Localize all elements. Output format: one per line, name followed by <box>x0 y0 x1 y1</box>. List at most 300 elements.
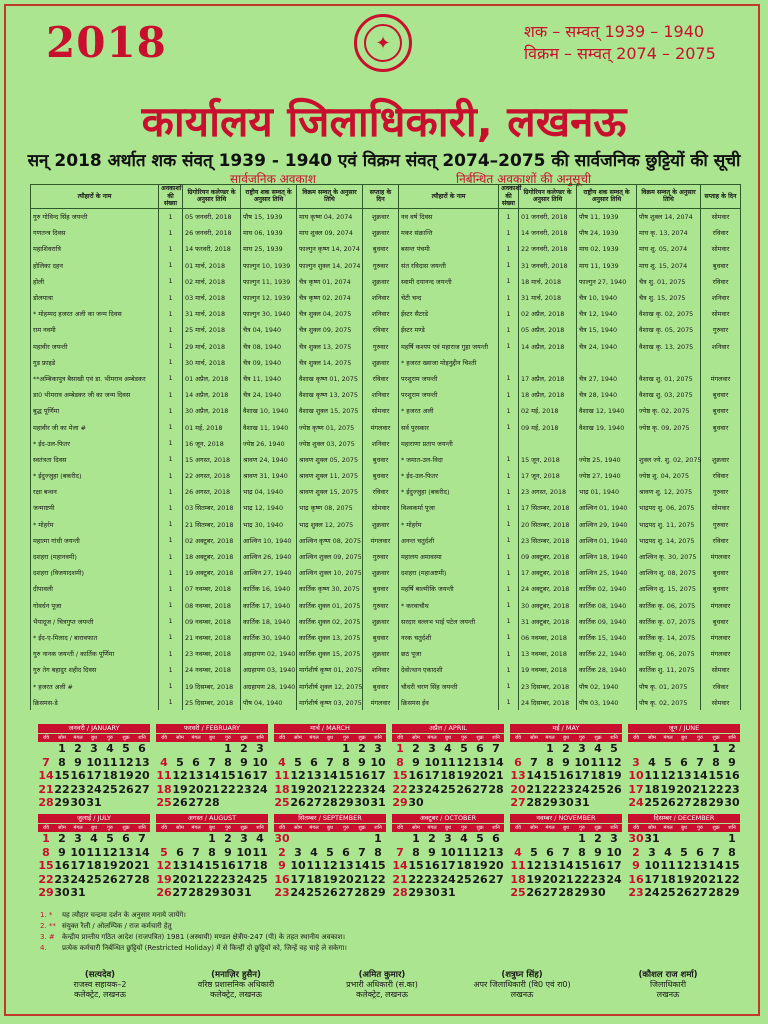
day-cell: 29 <box>408 886 424 899</box>
day-cell: 23 <box>274 886 290 899</box>
table-cell: रविवार <box>363 484 399 500</box>
day-cell: 12 <box>606 755 622 769</box>
month-calendar <box>38 724 150 810</box>
day-cell <box>188 832 204 846</box>
day-cell: 19 <box>676 872 692 886</box>
weekday-label: बुध <box>563 825 569 831</box>
table-cell: 29 मार्च, 2018 <box>183 338 241 354</box>
signatory-office: कलेक्ट्रेट, लखनऊ <box>210 990 262 999</box>
day-cell: 25 <box>274 796 290 809</box>
table-cell: शुक्रवार <box>363 208 399 225</box>
table-cell: 1 <box>159 403 183 419</box>
day-cell: 9 <box>358 755 366 769</box>
day-cell: 18 <box>644 782 660 796</box>
table-cell: 1 <box>499 694 519 710</box>
day-cell: 15 <box>338 769 354 782</box>
table-cell: ज्येष्ठ कृ. 02, 2075 <box>637 403 701 419</box>
day-cell: 10 <box>628 769 644 782</box>
day-cell <box>644 742 660 756</box>
table-cell: 1 <box>499 629 519 645</box>
table-cell: पौष 02, 1940 <box>577 678 637 694</box>
table-cell: 05 अप्रैल, 2018 <box>519 322 577 338</box>
weekday-label: बुध <box>327 735 333 741</box>
table-cell: 14 फरवरी, 2018 <box>183 241 241 257</box>
table-cell: 1 <box>499 532 519 548</box>
table-cell: 1 <box>159 208 183 225</box>
day-cell <box>102 796 118 810</box>
footnote-mark: 3. # <box>40 933 55 941</box>
day-cell: 14 <box>488 755 504 769</box>
day-cell: 9 <box>224 845 232 859</box>
day-cell: 11 <box>156 769 172 782</box>
table-row <box>31 306 741 322</box>
table-cell: फाल्गुन 10, 1939 <box>241 257 297 273</box>
day-cell: 8 <box>374 845 382 859</box>
day-cell: 26 <box>118 782 134 796</box>
day-cell: 20 <box>488 859 504 872</box>
day-cell: 13 <box>188 769 204 782</box>
table-cell: अनन्त चतुर्दशी <box>399 532 499 548</box>
table-cell: चैत्र शुक्ल 04, 2075 <box>297 306 363 322</box>
day-cell: 29 <box>724 886 740 899</box>
day-cell <box>692 832 708 846</box>
signatory <box>462 970 582 1000</box>
day-cell <box>322 742 338 756</box>
month-name: फरवरी / FEBRUARY <box>156 724 268 733</box>
day-cell: 24 <box>236 872 252 886</box>
day-cell: 29 <box>338 796 354 809</box>
day-cell: 26 <box>676 886 692 899</box>
table-cell: भैयादूज / चित्रगुप्त जयन्ती <box>31 613 159 629</box>
day-cell: 10 <box>70 845 86 859</box>
weekday-header <box>156 824 268 832</box>
table-row <box>31 322 741 338</box>
table-cell: भाद्रपद शु. 14, 2075 <box>637 532 701 548</box>
table-cell: आश्विन 01, 1940 <box>577 532 637 548</box>
day-cell: 12 <box>472 845 488 859</box>
day-cell: 3 <box>256 742 264 755</box>
weekday-label: शुक्र <box>476 825 484 831</box>
table-cell: गुरुवार <box>701 516 741 532</box>
table-cell: माघ 11, 1939 <box>577 257 637 273</box>
signatory-name: (सत्यदेव) <box>84 970 116 980</box>
table-cell: आश्विन शु. 15, 2075 <box>637 581 701 597</box>
day-cell: 2 <box>240 742 248 755</box>
table-cell: कार्तिक 15, 1940 <box>577 629 637 645</box>
table-cell: वैशाख शुक्ल 15, 2075 <box>297 403 363 419</box>
weekday-label: शुक्र <box>358 735 366 741</box>
table-cell: पौष 03, 1940 <box>577 694 637 710</box>
day-cell: 12 <box>526 859 542 872</box>
table-cell: डा0 भीमराव अम्बेडकर जी का जन्म दिवस <box>31 387 159 403</box>
table-cell: गुरुवार <box>363 257 399 273</box>
table-cell: 1 <box>159 629 183 645</box>
table-cell: दशहरा (महाअष्टमी) <box>399 565 499 581</box>
day-cell: 24 <box>606 872 622 886</box>
table-row <box>31 678 741 694</box>
table-cell: मंगलवार <box>701 646 741 662</box>
day-cell: 2 <box>74 742 82 755</box>
day-cell: 2 <box>632 845 640 859</box>
day-cell: 2 <box>58 832 66 845</box>
day-cell: 15 <box>204 859 220 872</box>
day-cell: 1 <box>396 742 404 755</box>
table-cell: श्रावण शुक्ल 05, 2075 <box>297 451 363 467</box>
weekday-label: शुक्र <box>594 735 602 741</box>
day-cell: 19 <box>322 872 338 886</box>
weekday-label: सोम <box>530 735 538 741</box>
month-calendar <box>510 814 622 900</box>
weekday-label: सोम <box>176 735 184 741</box>
day-cell: 23 <box>558 782 574 796</box>
table-cell: 1 <box>159 484 183 500</box>
table-cell: श्रावण 31, 1940 <box>241 468 297 484</box>
column-header: अवकाशों की संख्या <box>159 185 183 209</box>
day-cell: 21 <box>488 769 504 782</box>
table-cell: भाद्रपद शु. 06, 2075 <box>637 500 701 516</box>
day-cell: 23 <box>70 782 86 796</box>
table-cell: 1 <box>159 451 183 467</box>
day-cell: 10 <box>644 859 660 872</box>
table-cell: महात्मा गांधी जयन्ती <box>31 532 159 548</box>
table-cell: वैशाख शु. 03, 2075 <box>637 387 701 403</box>
table-cell: होलिका दहन <box>31 257 159 273</box>
table-cell: बुधवार <box>701 257 741 273</box>
day-cell: 9 <box>278 859 286 872</box>
day-cell <box>660 832 676 846</box>
day-cell <box>354 832 370 846</box>
table-cell: पौष 24, 1939 <box>577 225 637 241</box>
day-cell: 4 <box>594 742 602 755</box>
day-cell: 21 <box>692 782 708 796</box>
table-cell: चैत्र कृष्ण 02, 2074 <box>297 289 363 305</box>
table-cell: बुधवार <box>701 565 741 581</box>
day-cell: 13 <box>488 845 504 859</box>
weekday-label: मंगल <box>427 735 437 741</box>
seal-icon: ✦ <box>364 24 402 62</box>
footnote-mark: 2. ** <box>40 922 56 930</box>
day-cell: 23 <box>220 872 236 886</box>
table-cell: चैत्र शु. 15, 2075 <box>637 289 701 305</box>
table-cell: 1 <box>159 435 183 451</box>
table-cell: दशहरा (महानवमी) <box>31 548 159 564</box>
table-cell: 21 नवम्बर, 2018 <box>183 629 241 645</box>
weekday-label: गुरु <box>697 825 703 831</box>
table-cell: श्रावण 24, 1940 <box>241 451 297 467</box>
table-cell: * हजरत ख्वाजा मोइनुद्दीन चिश्ती <box>399 354 499 370</box>
signatory-role: वरिष्ठ प्रशासनिक अधिकारी <box>197 980 275 989</box>
table-cell: 22 जनवरी, 2018 <box>519 241 577 257</box>
day-cell: 16 <box>274 872 290 886</box>
day-cell <box>236 796 252 810</box>
weekday-header <box>274 734 386 742</box>
holiday-table <box>30 184 741 710</box>
day-cell: 18 <box>660 872 676 886</box>
day-cell: 8 <box>412 845 420 859</box>
table-cell: चैत्र कृष्ण 01, 2074 <box>297 273 363 289</box>
table-cell: शुक्रवार <box>363 354 399 370</box>
table-cell: बुधवार <box>701 581 741 597</box>
table-cell: 06 नवम्बर, 2018 <box>519 629 577 645</box>
day-cell: 23 <box>408 782 424 796</box>
day-cell: 14 <box>38 769 54 782</box>
day-cell: 26 <box>290 796 306 809</box>
weekday-label: रवि <box>160 825 168 831</box>
table-cell: सर्व पुरस्कार <box>399 419 499 435</box>
table-cell: पौष 11, 1939 <box>577 208 637 225</box>
day-cell: 14 <box>134 845 150 859</box>
weekday-label: शनि <box>492 735 500 741</box>
table-cell: 05 जनवरी, 2018 <box>183 208 241 225</box>
table-row <box>31 516 741 532</box>
table-row <box>31 435 741 451</box>
table-cell: चैत्र 08, 1940 <box>241 338 297 354</box>
table-cell: शुक्रवार <box>363 516 399 532</box>
day-grid <box>156 742 268 810</box>
weekday-label: शनि <box>256 825 264 831</box>
day-cell: 24 <box>252 782 268 796</box>
signatory-role: राजस्व सहायक–2 <box>73 980 127 989</box>
weekday-label: शुक्र <box>122 735 130 741</box>
day-cell: 25 <box>156 796 172 809</box>
table-cell: 1 <box>159 516 183 532</box>
table-cell: कार्तिक 30, 1940 <box>241 629 297 645</box>
table-cell: वैशाख कृ. 13, 2075 <box>637 338 701 354</box>
table-cell: रविवार <box>363 370 399 386</box>
day-cell <box>660 742 676 756</box>
table-cell: 1 <box>499 484 519 500</box>
day-cell: 14 <box>526 769 542 782</box>
table-cell: वैशाख शु. 01, 2075 <box>637 370 701 386</box>
day-cell: 24 <box>644 886 660 899</box>
day-cell: 3 <box>374 742 382 755</box>
day-cell: 7 <box>192 845 200 859</box>
day-cell: 22 <box>38 872 54 886</box>
month-name: जनवरी / JANUARY <box>38 724 150 733</box>
table-cell: वैशाख 10, 1940 <box>241 403 297 419</box>
day-cell: 12 <box>118 755 134 769</box>
table-cell: 1 <box>499 500 519 516</box>
day-cell: 5 <box>476 832 484 845</box>
table-cell: मंगलवार <box>363 532 399 548</box>
table-cell: वैशाख कृष्ण 01, 2075 <box>297 370 363 386</box>
day-cell: 8 <box>58 755 66 769</box>
table-cell: 30 अप्रैल, 2018 <box>183 403 241 419</box>
day-cell: 24 <box>70 872 86 886</box>
day-cell: 22 <box>392 782 408 796</box>
table-row <box>31 500 741 516</box>
column-header: ग्रिगोरियन कलेण्डर के अनुसार तिथि <box>183 185 241 209</box>
table-row <box>31 484 741 500</box>
day-cell: 20 <box>338 872 354 886</box>
table-cell: गुरु गोविन्द सिंह जयन्ती <box>31 208 159 225</box>
day-cell: 4 <box>310 845 318 859</box>
table-cell: आश्विन 25, 1940 <box>577 565 637 581</box>
table-cell: कार्तिक कृ. 14, 2075 <box>637 629 701 645</box>
day-cell: 16 <box>54 859 70 872</box>
day-cell: 18 <box>306 872 322 886</box>
table-cell: माघ 25, 1939 <box>241 241 297 257</box>
day-cell: 30 <box>590 886 606 899</box>
day-cell: 10 <box>424 755 440 769</box>
day-cell: 13 <box>510 769 526 782</box>
table-cell <box>519 354 577 370</box>
table-cell: 1 <box>159 419 183 435</box>
table-row <box>31 451 741 467</box>
day-cell: 6 <box>342 845 350 859</box>
day-cell: 8 <box>224 755 232 769</box>
table-cell: बुधवार <box>363 678 399 694</box>
table-cell: भाद्र कृष्ण 08, 2075 <box>297 500 363 516</box>
table-cell: 19 नवम्बर, 2018 <box>519 662 577 678</box>
table-cell: * हजरत अली # <box>31 678 159 694</box>
table-cell: 03 सितम्बर, 2018 <box>183 500 241 516</box>
table-cell: सोमवार <box>701 241 741 257</box>
table-cell: गोवर्धन पूजा <box>31 597 159 613</box>
day-cell: 1 <box>412 832 420 845</box>
day-cell: 19 <box>606 769 622 782</box>
weekday-label: सोम <box>648 825 656 831</box>
day-cell: 17 <box>424 769 440 782</box>
table-cell: क्रिसमस-डे <box>31 694 159 710</box>
table-cell: 1 <box>499 613 519 629</box>
weekday-label: शनि <box>374 735 382 741</box>
weekday-label: सोम <box>176 825 184 831</box>
month-name: अगस्त / AUGUST <box>156 814 268 823</box>
day-cell <box>456 886 472 900</box>
month-calendar <box>274 814 386 900</box>
day-cell: 6 <box>492 832 500 845</box>
table-cell: वैशाख कृष्ण 13, 2075 <box>297 387 363 403</box>
day-grid <box>628 742 740 810</box>
table-cell: गुरुवार <box>363 548 399 564</box>
day-cell: 16 <box>558 769 574 782</box>
day-cell: 14 <box>322 769 338 782</box>
footnote <box>40 943 347 954</box>
signatory-role: अपर जिलाधिकारी (वि0 एवं रा0) <box>473 980 571 989</box>
day-cell: 22 <box>204 872 220 886</box>
day-cell: 7 <box>712 845 720 859</box>
day-cell: 21 <box>392 872 408 886</box>
weekday-label: रवि <box>514 825 522 831</box>
table-cell: ज्येष्ठ कृ. 09, 2075 <box>637 419 701 435</box>
day-cell: 23 <box>590 872 606 886</box>
table-row <box>31 257 741 273</box>
table-cell: भाद्रपद शु. 11, 2075 <box>637 516 701 532</box>
footnote-text: प्रत्येक कर्मचारी निर्बन्धित छुट्टियों (Restricted Holiday) में से किन्हीं दो छुट्टियों को, जिन्हें वह चाहे ले सकेगा। <box>62 944 347 952</box>
day-cell: 2 <box>562 742 570 755</box>
table-cell: * करवाचौथ <box>399 597 499 613</box>
table-cell: 1 <box>159 354 183 370</box>
weekday-header <box>38 824 150 832</box>
table-cell: 1 <box>499 678 519 694</box>
table-row <box>31 289 741 305</box>
table-cell: चैत्र 10, 1940 <box>577 289 637 305</box>
table-row <box>31 208 741 225</box>
month-name: अक्टूबर / OCTOBER <box>392 814 504 823</box>
day-cell <box>252 886 268 900</box>
table-cell: 1 <box>499 322 519 338</box>
table-cell: 23 दिसम्बर, 2018 <box>519 678 577 694</box>
day-cell: 18 <box>156 782 172 796</box>
day-cell: 25 <box>660 886 676 899</box>
table-cell: मंगलवार <box>701 370 741 386</box>
day-cell <box>156 832 172 846</box>
weekday-label: शुक्र <box>712 825 720 831</box>
day-cell <box>708 832 724 846</box>
day-cell: 31 <box>70 886 86 899</box>
table-cell: मार्गशीर्ष कृष्ण 01, 2075 <box>297 662 363 678</box>
day-cell: 28 <box>38 796 54 809</box>
day-cell: 7 <box>562 845 570 859</box>
table-cell <box>701 435 741 451</box>
day-cell: 16 <box>220 859 236 872</box>
day-cell: 16 <box>424 859 440 872</box>
table-cell: * ईद-उल-फितर <box>31 435 159 451</box>
table-cell: विश्वकर्मा पूजा <box>399 500 499 516</box>
day-cell: 17 <box>290 872 306 886</box>
table-cell: चेटी चन्द <box>399 289 499 305</box>
day-cell: 8 <box>342 755 350 769</box>
day-cell: 19 <box>290 782 306 796</box>
signatory-office: लखनऊ <box>510 990 534 999</box>
day-cell: 4 <box>514 845 522 859</box>
month-name: जुलाई / JULY <box>38 814 150 823</box>
table-cell: सोमवार <box>701 306 741 322</box>
signatory <box>322 970 442 1000</box>
day-cell: 5 <box>106 832 114 845</box>
day-cell: 20 <box>692 872 708 886</box>
weekday-label: रवि <box>160 735 168 741</box>
day-cell: 16 <box>354 769 370 782</box>
column-header: राष्ट्रीय शक सम्वत् के अनुसार तिथि <box>577 185 637 209</box>
day-cell: 19 <box>472 859 488 872</box>
signatory-name: (अमित कुमार) <box>358 970 406 980</box>
table-cell: 23 नवम्बर, 2018 <box>183 646 241 662</box>
day-cell: 17 <box>70 859 86 872</box>
weekday-label: रवि <box>514 735 522 741</box>
table-cell: अग्रहायण 28, 1940 <box>241 678 297 694</box>
table-cell: गणतन्त्र दिवस <box>31 225 159 241</box>
column-header: राष्ट्रीय शक सम्वत् के अनुसार तिथि <box>241 185 297 209</box>
day-cell: 28 <box>558 886 574 899</box>
weekday-label: रवि <box>632 825 640 831</box>
signatory-name: (मनाज़िर हुसैन) <box>211 970 261 980</box>
day-cell: 7 <box>696 755 704 769</box>
day-cell: 13 <box>676 769 692 782</box>
day-cell: 2 <box>728 742 736 755</box>
table-cell: * ईदुज्जुहा (बकरीद) <box>31 468 159 484</box>
day-cell: 27 <box>510 796 526 809</box>
table-cell: 1 <box>499 597 519 613</box>
day-cell: 19 <box>118 769 134 782</box>
day-cell: 13 <box>472 755 488 769</box>
day-cell: 8 <box>546 755 554 769</box>
weekday-label: रवि <box>42 735 50 741</box>
day-cell: 26 <box>172 796 188 809</box>
day-cell <box>172 832 188 846</box>
day-cell: 17 <box>252 769 268 782</box>
table-cell: 1 <box>499 338 519 354</box>
year-calendar <box>38 724 738 900</box>
table-cell: भाद्र शुक्ल 12, 2075 <box>297 516 363 532</box>
day-cell: 3 <box>90 742 98 755</box>
day-cell: 28 <box>134 872 150 886</box>
weekday-label: सोम <box>412 825 420 831</box>
table-cell: 1 <box>159 370 183 386</box>
day-cell <box>510 742 526 756</box>
day-cell: 16 <box>590 859 606 872</box>
